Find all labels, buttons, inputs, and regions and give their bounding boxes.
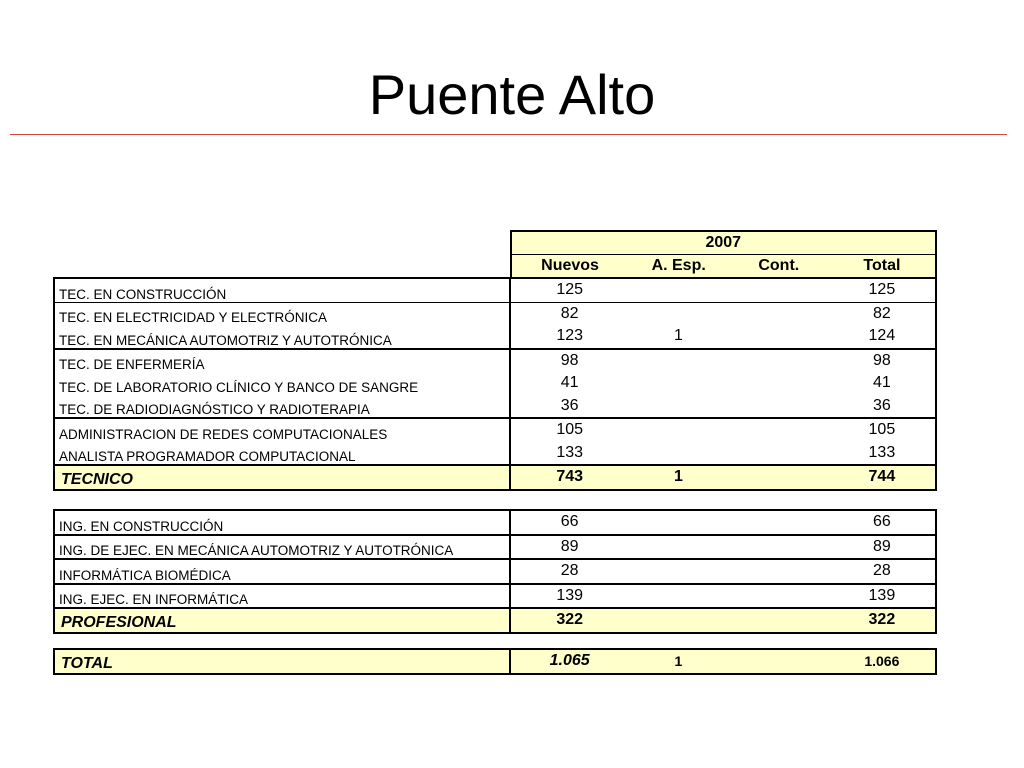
cont-cell <box>729 608 829 633</box>
cont-cell <box>729 395 829 419</box>
col-nuevos: Nuevos <box>511 255 629 279</box>
total-cell: 1.066 <box>864 653 900 670</box>
col-total: Total <box>829 255 936 279</box>
col-cont: Cont. <box>729 255 829 279</box>
total-cell: 28 <box>872 562 891 580</box>
nuevos-cell: 139 <box>556 586 584 604</box>
nuevos-cell: 98 <box>560 351 579 369</box>
aesp-cell: 1 <box>674 653 683 670</box>
table-row <box>54 278 936 302</box>
cont-cell <box>729 418 829 442</box>
program-name: ING. EN CONSTRUCCIÓN <box>54 510 510 535</box>
table-row <box>54 372 936 395</box>
table-row <box>54 302 936 325</box>
program-name: TEC. EN CONSTRUCCIÓN <box>54 278 510 302</box>
cont-cell <box>729 302 829 325</box>
aesp-cell <box>628 608 728 633</box>
aesp-cell <box>628 584 728 609</box>
total-cell: 133 <box>868 443 896 461</box>
program-name: ING. EJEC. EN INFORMÁTICA <box>54 584 510 609</box>
aesp-cell: 1 <box>673 327 683 345</box>
subtotal-row <box>54 608 936 633</box>
table-row <box>54 535 936 560</box>
cont-cell <box>729 442 829 466</box>
nuevos-cell: 123 <box>556 327 584 345</box>
aesp-cell <box>628 302 728 325</box>
cont-cell <box>729 510 829 535</box>
nuevos-cell: 82 <box>560 304 579 322</box>
table-row <box>54 559 936 584</box>
title-divider <box>10 134 1007 135</box>
tecnico-table <box>53 277 937 491</box>
total-cell: 36 <box>872 396 891 414</box>
total-cell: 744 <box>868 468 896 486</box>
total-cell: 41 <box>872 374 891 392</box>
cont-cell <box>729 465 829 490</box>
total-cell: 322 <box>868 611 896 629</box>
aesp-cell <box>628 442 728 466</box>
table-row <box>54 395 936 419</box>
aesp-cell <box>628 418 728 442</box>
total-cell: 105 <box>868 421 896 439</box>
grand-total-label: TOTAL <box>54 649 510 674</box>
total-cell: 66 <box>872 513 891 531</box>
table-row <box>54 584 936 609</box>
total-cell: 98 <box>872 351 891 369</box>
subtotal-row <box>54 465 936 490</box>
aesp-cell <box>628 559 728 584</box>
col-aesp: A. Esp. <box>629 255 729 279</box>
nuevos-cell: 1.065 <box>549 652 590 670</box>
profesional-table <box>53 509 937 634</box>
program-name: TEC. DE ENFERMERÍA <box>54 349 510 373</box>
total-cell: 89 <box>872 537 891 555</box>
total-cell: 124 <box>868 327 896 345</box>
program-name: ADMINISTRACION DE REDES COMPUTACIONALES <box>54 418 510 442</box>
table-row <box>54 442 936 466</box>
program-name: ANALISTA PROGRAMADOR COMPUTACIONAL <box>54 442 510 466</box>
nuevos-cell: 125 <box>556 281 584 299</box>
program-name: TEC. DE LABORATORIO CLÍNICO Y BANCO DE SANGRE <box>54 372 510 395</box>
nuevos-cell: 743 <box>556 468 584 486</box>
aesp-cell: 1 <box>673 468 683 486</box>
grand-total-table <box>53 648 937 675</box>
subtotal-label: TECNICO <box>54 465 510 490</box>
program-name: TEC. EN ELECTRICIDAD Y ELECTRÓNICA <box>54 302 510 325</box>
program-name: TEC. DE RADIODIAGNÓSTICO Y RADIOTERAPIA <box>54 395 510 419</box>
aesp-cell <box>628 278 728 302</box>
program-name: TEC. EN MECÁNICA AUTOMOTRIZ Y AUTOTRÓNICA <box>54 325 510 349</box>
nuevos-cell: 28 <box>560 562 579 580</box>
aesp-cell <box>628 395 728 419</box>
total-cell: 125 <box>868 281 896 299</box>
nuevos-cell: 89 <box>560 537 579 555</box>
cont-cell <box>729 278 829 302</box>
nuevos-cell: 66 <box>560 513 579 531</box>
cont-cell <box>729 325 829 349</box>
header-spacer <box>53 231 511 255</box>
program-name: INFORMÁTICA BIOMÉDICA <box>54 559 510 584</box>
aesp-cell <box>628 535 728 560</box>
table-row <box>54 418 936 442</box>
cont-cell <box>729 372 829 395</box>
aesp-cell <box>628 349 728 373</box>
aesp-cell <box>628 372 728 395</box>
grand-total-row <box>54 649 936 674</box>
nuevos-cell: 105 <box>556 421 584 439</box>
total-cell: 82 <box>872 304 891 322</box>
nuevos-cell: 36 <box>560 396 579 414</box>
cont-cell <box>729 584 829 609</box>
cont-cell <box>729 349 829 373</box>
subtotal-label: PROFESIONAL <box>54 608 510 633</box>
table-row <box>54 349 936 373</box>
nuevos-cell: 41 <box>560 374 579 392</box>
program-name: ING. DE EJEC. EN MECÁNICA AUTOMOTRIZ Y AUTOTRÓNICA <box>54 535 510 560</box>
page-title: Puente Alto <box>368 63 656 126</box>
cont-cell <box>729 559 829 584</box>
nuevos-cell: 133 <box>556 443 584 461</box>
cont-cell <box>729 535 829 560</box>
header-spacer-2 <box>53 255 511 279</box>
nuevos-cell: 322 <box>556 611 584 629</box>
table-row <box>54 510 936 535</box>
year-header: 2007 <box>511 231 937 255</box>
cont-cell <box>729 649 829 674</box>
header-table <box>53 230 937 279</box>
aesp-cell <box>628 510 728 535</box>
table-row <box>54 325 936 349</box>
total-cell: 139 <box>868 586 896 604</box>
